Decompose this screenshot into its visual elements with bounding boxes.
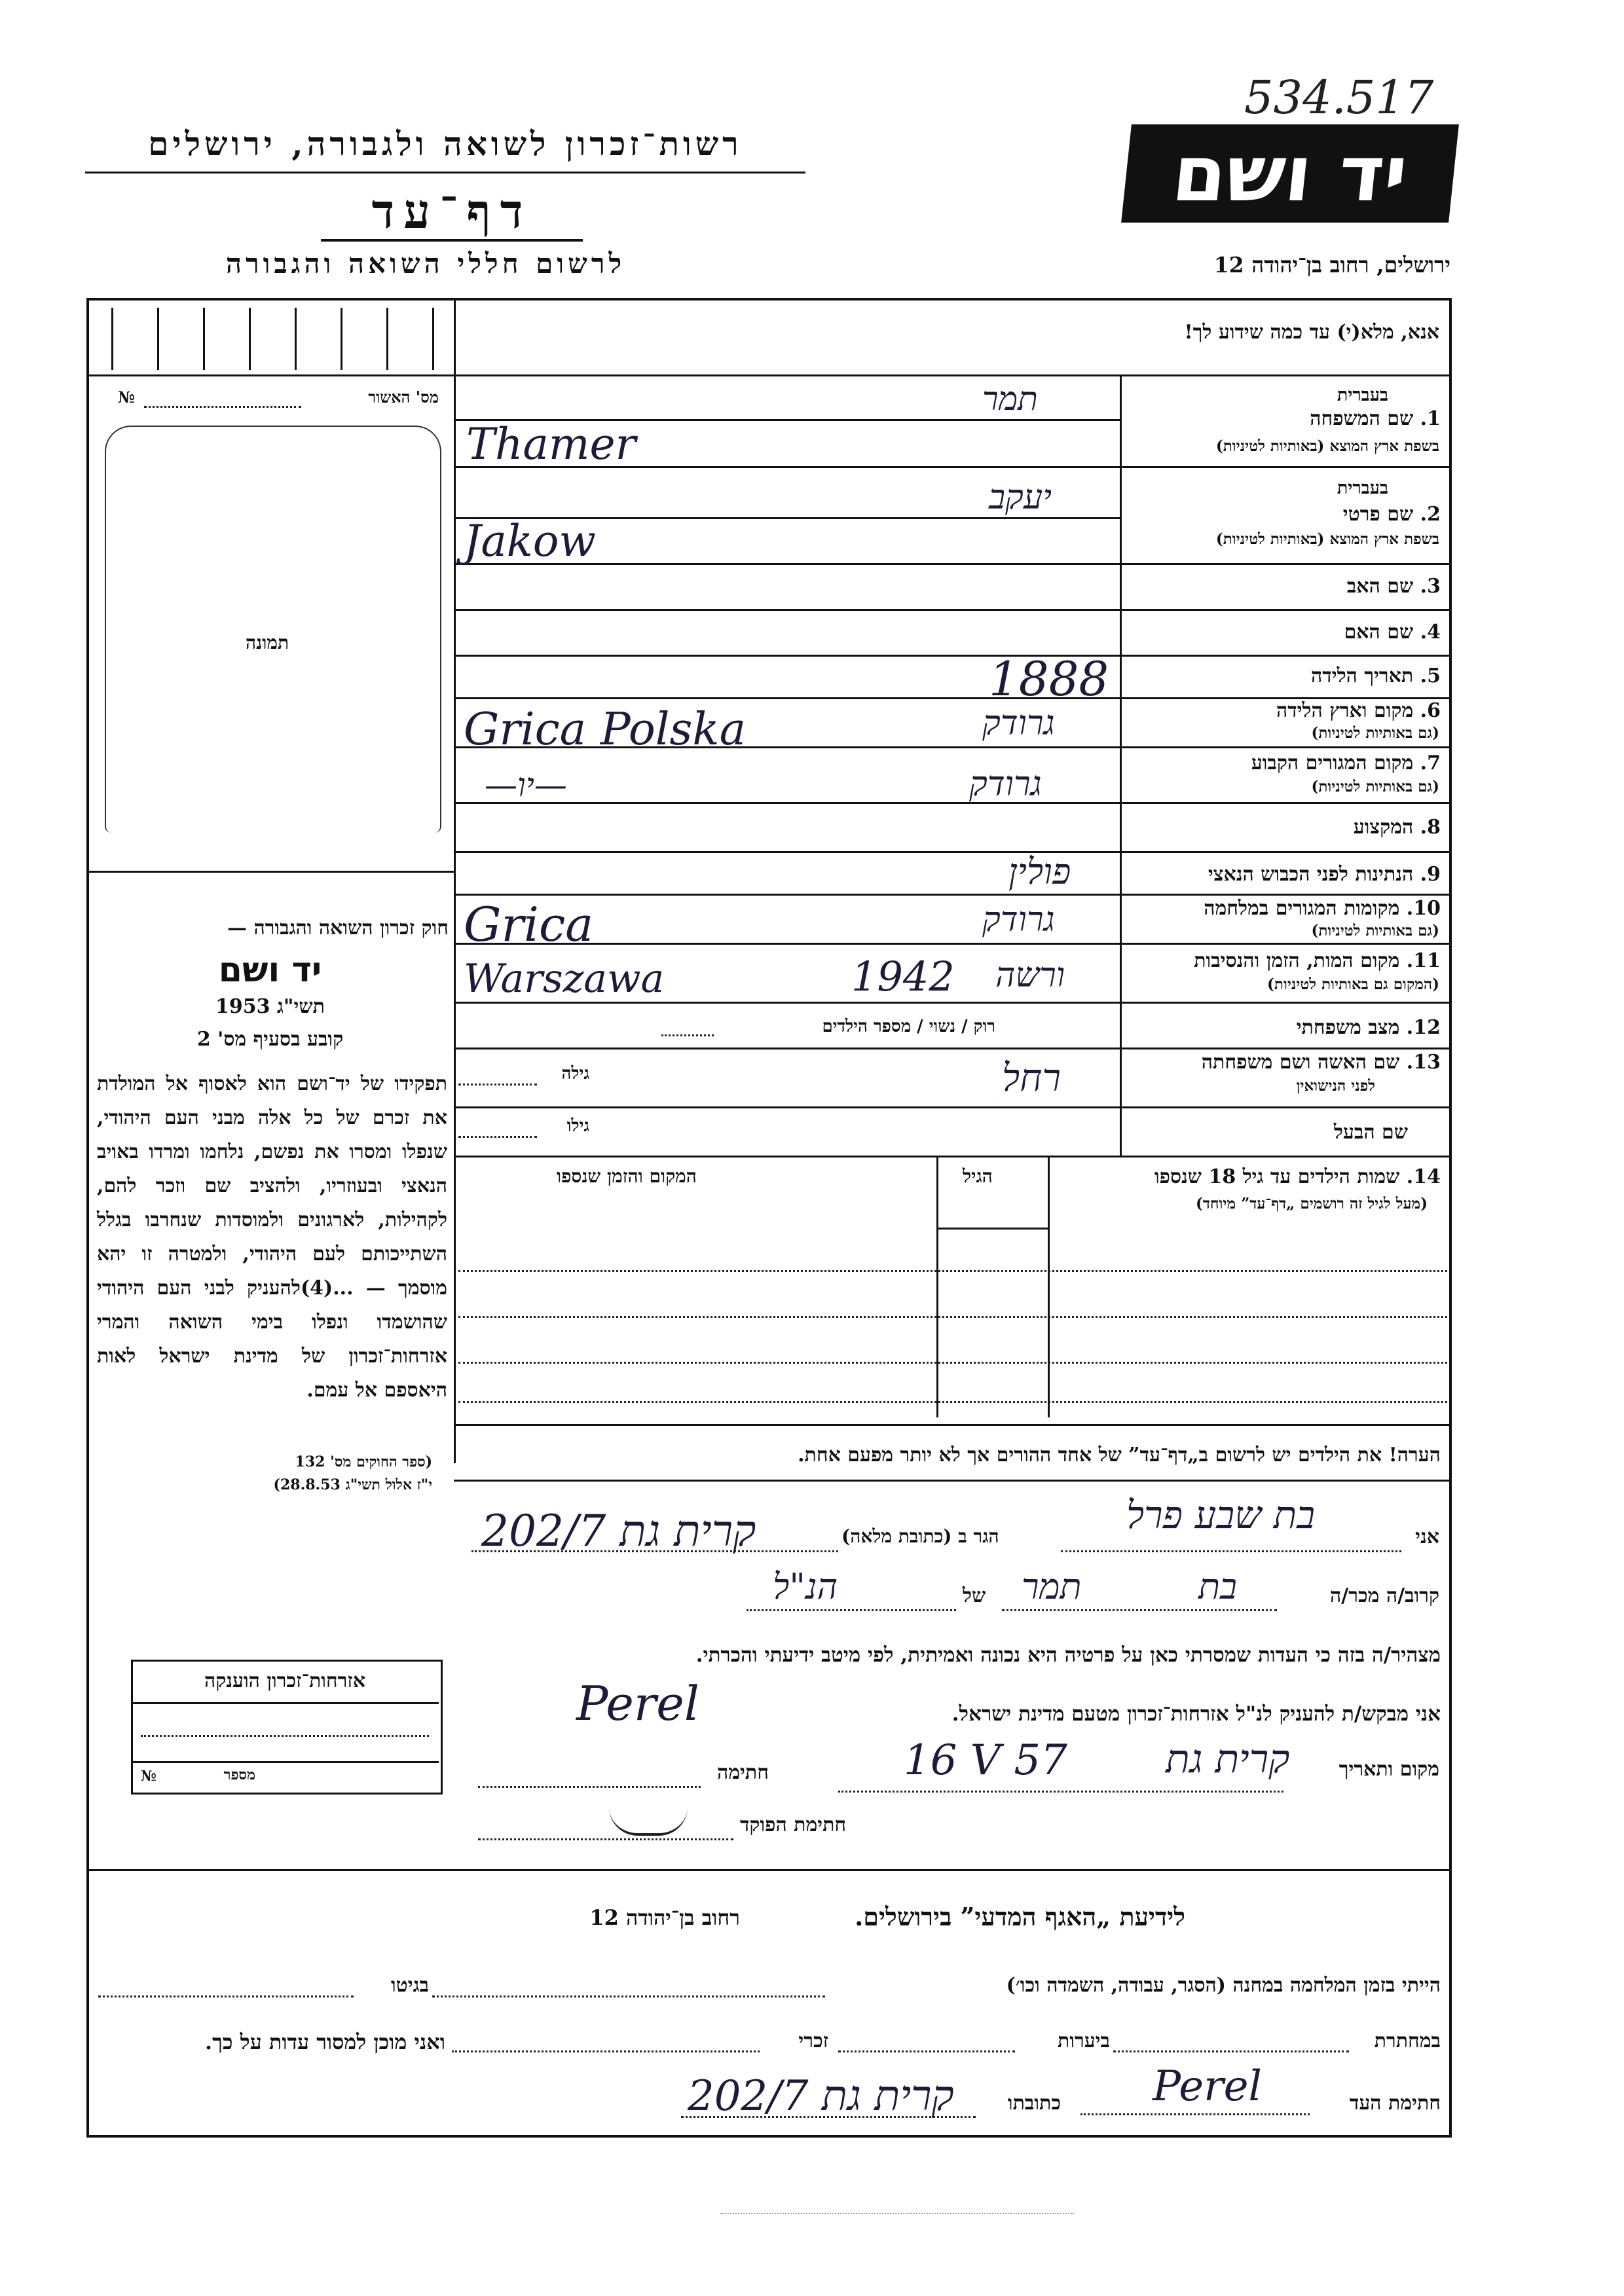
value-line-11 [454, 1002, 1120, 1004]
children-row-2 [458, 1316, 1447, 1318]
bottom-line2-c: זכרי [798, 2030, 828, 2052]
officer-dots [478, 1838, 733, 1840]
hw-relation: בת [1198, 1566, 1237, 1607]
value-line-13 [454, 1106, 1120, 1108]
children-row-1 [458, 1270, 1447, 1272]
bottom-title: לידיעת „האגף המדעי” בירושלים. [855, 1902, 1185, 1931]
law-source-date: י"ז אלול תשי"ג 28.8.53) [273, 1476, 432, 1493]
approval-label: מס' האשור [368, 388, 439, 407]
place-date-dots [838, 1791, 1283, 1793]
field-10-sub2: (גם באותיות לטיניות) [1311, 922, 1439, 939]
bottom-line2-a: במחתרת [1374, 2030, 1441, 2052]
field-13-sub2: לפני הנישואין [1296, 1077, 1375, 1095]
hw-death-place-hebrew: ורשה [995, 956, 1065, 995]
form-title-underline [321, 239, 583, 242]
address-dots [681, 2116, 976, 2118]
field-12-label: 12. מצב משפחתי [1296, 1016, 1441, 1039]
hw-relative-of-name: תמר [1022, 1566, 1082, 1607]
citizenship-number-sign: № [141, 1768, 157, 1785]
form-title: דף־עד [371, 183, 532, 239]
hw-birth-year: 1888 [989, 651, 1109, 706]
field-6-sub2: (גם באותיות לטיניות) [1311, 724, 1439, 742]
label-value-divider [1120, 376, 1122, 1156]
approval-boxes [111, 308, 439, 370]
witness-sig-label: חתימת העד [1349, 2092, 1441, 2115]
form-subtitle: לרשום חללי השואה והגבורה [225, 247, 626, 280]
page-bottom-rule [720, 2213, 1074, 2214]
field-2-label: 2. שם פרטי [1342, 503, 1441, 526]
hw-wife-name: רחל [1002, 1055, 1061, 1100]
hw-witness-name: בת שבע פרל [1126, 1493, 1316, 1537]
children-header-line [936, 1228, 1048, 1230]
field-11-label: 11. מקום המות, הזמן והנסיבות [1194, 949, 1441, 972]
reference-number: 534.517 [1244, 71, 1434, 124]
row-line-4 [1120, 655, 1452, 657]
children-col-divider-1 [1048, 1156, 1050, 1417]
law-year-hebrew: תשי"ג [277, 995, 325, 1018]
law-source: (ספר החוקים מס' 132 [295, 1453, 432, 1470]
law-clause: קובע בסעיף מס' 2 [196, 1028, 344, 1051]
citizenship-number-label: מספר [223, 1766, 255, 1783]
row-line-11 [1120, 1002, 1452, 1004]
intro-bottom-line [454, 374, 1452, 376]
children-note: (מעל לגיל זה רושמים „דף־עד” מיוחד) [1195, 1195, 1428, 1212]
yad-vashem-logo [1121, 124, 1459, 223]
field-7-label: 7. מקום המגורים הקבוע [1251, 752, 1441, 774]
authority-underline [85, 172, 805, 173]
row-line-8 [1120, 851, 1452, 853]
field-1-label: 1. שם המשפחה [1310, 407, 1441, 430]
logo-text: יד ושם [1168, 128, 1412, 219]
children-label: 14. שמות הילדים עד גיל 18 שנספו [1154, 1165, 1441, 1188]
hw-relation-of: הנ"ל [773, 1566, 838, 1607]
forests-dots [838, 2050, 1015, 2052]
photo-label: תמונה [246, 632, 289, 653]
field-1-sub: בעברית [1337, 385, 1388, 405]
hw-bottom-address: 202/7 קרית גת [688, 2072, 954, 2121]
header-address: ירושלים, רחוב בן־יהודה 12 [1213, 252, 1450, 278]
field-7-sub2: (גם באותיות לטיניות) [1311, 778, 1439, 795]
field-2-sub2: בשפת ארץ המוצא (באותיות לטיניות) [1215, 530, 1439, 548]
underground-dots [1113, 2050, 1349, 2052]
wife-age-label: גילה [561, 1064, 589, 1084]
bottom-section-top-line [86, 1869, 1452, 1871]
hw-place: קרית גת [1166, 1736, 1290, 1782]
row-line-14 [454, 1156, 1452, 1157]
bottom-line2-d: ואני מוכן למסור עדות על כך. [204, 2030, 445, 2054]
value-line-9 [454, 894, 1120, 896]
request-text: אני מבקש/ת להעניק לנ"ל אזרחות־זכרון מטעם מדינת ישראל. [951, 1702, 1441, 1726]
children-col-place: המקום והזמן שנספו [557, 1165, 697, 1187]
hw-bottom-signature: Perel [1153, 2062, 1262, 2111]
citizenship-dots-1 [141, 1735, 429, 1737]
hw-witness-signature: Perel [576, 1676, 699, 1731]
declaration-top-line [454, 1480, 1452, 1482]
row-line-9 [1120, 894, 1452, 896]
row-line-6 [1120, 746, 1452, 748]
field-2-sub: בעברית [1337, 478, 1388, 498]
intro-text: אנא, מלא(י) עד כמה שידוע לך! [1184, 321, 1439, 344]
field-11-sub2: (המקום גם באותיות לטיניות) [1267, 975, 1439, 993]
row-line-10 [1120, 943, 1452, 945]
bottom-line1-dots [432, 1995, 825, 1997]
husband-age-label: גילו [566, 1116, 589, 1136]
law-year-row [92, 995, 449, 1018]
field-5-label: 5. תאריך הלידה [1311, 665, 1441, 687]
hw-birthplace-latin: Grica Polska [464, 704, 747, 756]
field-3-label: 3. שם האב [1346, 575, 1441, 598]
witness-address-dots [471, 1550, 838, 1552]
officer-label: חתימת הפוקד [740, 1813, 847, 1836]
field-4-label: 4. שם האם [1344, 621, 1441, 644]
hw-residence-hebrew: גרודק [969, 765, 1042, 804]
row-line-12 [1120, 1048, 1452, 1049]
law-name: יד ושם [218, 951, 322, 990]
signature-label: חתימה [717, 1761, 769, 1784]
hw-firstname-latin: Jakow [464, 516, 597, 566]
hw-surname-hebrew: תמר [982, 380, 1038, 418]
witness-sig-dots [1080, 2113, 1310, 2115]
hw-surname-latin: Thamer [466, 419, 637, 469]
law-text: תפקידו של יד־ושם הוא לאסוף אל המולדת את זכרם של כל אלה מבני העם היהודי, שנפלו ומסרו את נפשם, נלחמו ומרדו באויב הנאצי ובעוזריו, ולהציב שם וזכר להם, לקהילות, לארגונים ולמוסדות שנחרבו בגלל השתייכותם לעם היהודי, ולמטרה זו יהא מוסמך — ...(4)להעניק לבני העם היהודי שהושמדו ונפלו בימי השואה והמרי אזרחות־זכרון של מדינת ישראל לאות היאספם אל עמם. [97, 1072, 447, 1402]
row-line-2 [1120, 563, 1452, 565]
approval-number-sign: № [118, 388, 136, 407]
citizenship-title-line [131, 1702, 439, 1704]
law-title: חוק זכרון השואה והגבורה — [227, 917, 449, 939]
husband-age-dots [458, 1136, 537, 1138]
photo-area [105, 426, 441, 833]
remember-dots [452, 2050, 760, 2052]
field-6-label: 6. מקום וארץ הלידה [1276, 699, 1441, 722]
citizenship-inner-line [131, 1761, 439, 1763]
photo-bottom-line [86, 871, 454, 873]
husband-name-label: שם הבעל [1333, 1121, 1408, 1144]
hw-firstname-hebrew: יעקב [989, 478, 1052, 517]
hw-witness-address: 202/7 קרית גת [481, 1506, 756, 1556]
children-col-age: הגיל [963, 1165, 993, 1187]
bottom-line1: הייתי בזמן המלחמה במחנה (הסגר, עבודה, השמדה וכו׳) [1006, 1974, 1441, 1997]
field-10-label: 10. מקומות המגורים במלחמה [1204, 897, 1441, 920]
children-note-warning: הערה! את הילדים יש לרשום ב„דף־עד” של אחד ההורים אך לא יותר מפעם אחת. [798, 1444, 1441, 1467]
of-label: של [963, 1584, 986, 1607]
witness-name-dots [1061, 1550, 1401, 1552]
hw-wartime-place-hebrew: גרודק [982, 900, 1055, 939]
row-line-7 [1120, 802, 1452, 804]
field-9-label: 9. הנתינות לפני הכבוש הנאצי [1208, 863, 1441, 886]
bottom-line2-b: ביערות [1057, 2030, 1110, 2052]
hw-birthplace-hebrew: גרודק [982, 704, 1055, 743]
hw-residence-latin: —יו— [485, 766, 567, 804]
field-8-label: 8. המקצוע [1353, 816, 1441, 839]
approval-dots [144, 406, 301, 408]
children-row-3 [458, 1362, 1447, 1364]
declaration-i-label: אני [1415, 1525, 1439, 1548]
left-panel-top-line [86, 374, 454, 376]
children-row-4 [458, 1401, 1447, 1403]
ghetto-label: בגיטו [390, 1974, 429, 1997]
declare-text: מצהיר/ה בזה כי העדות שמסרתי כאן על פרטיה היא נכונה ואמיתית, לפי מיטב ידיעתי והכרתי. [695, 1643, 1441, 1667]
children-count-dots [661, 1034, 714, 1036]
wife-age-dots [458, 1084, 537, 1085]
place-date-label: מקום ותאריך [1338, 1758, 1439, 1781]
field-1-sub2: בשפת ארץ המוצא (באותיות לטיניות) [1215, 437, 1439, 455]
law-year: 1953 [215, 995, 270, 1018]
of-dots [747, 1609, 956, 1611]
value-line-3 [454, 609, 1120, 611]
hw-date: 16 V 57 [904, 1736, 1067, 1785]
field-13-label: 13. שם האשה ושם משפחתה [1201, 1051, 1441, 1074]
row-line-13 [1120, 1106, 1452, 1108]
row-line-3 [1120, 609, 1452, 611]
children-col-divider-2 [936, 1156, 938, 1417]
hw-death-place-latin: Warszawa [464, 956, 665, 1002]
value-line-12 [454, 1048, 1120, 1049]
bottom-address: רחוב בן־יהודה 12 [589, 1905, 740, 1930]
citizenship-box-title: אזרחות־זכרון הוענקה [204, 1669, 366, 1692]
hw-death-year: 1942 [851, 953, 955, 1000]
hw-nationality: פולין [1008, 851, 1071, 892]
row-line-1 [1120, 466, 1452, 468]
hw-wartime-place-latin: Grica [464, 897, 594, 952]
signature-dots [478, 1786, 701, 1788]
relative-dots [1002, 1609, 1277, 1611]
authority-title: רשות־זכרון לשואה ולגבורה, ירושלים [148, 124, 743, 163]
resides-label: הגר ב (כתובת מלאה) [841, 1525, 999, 1547]
address-label: כתובתו [1007, 2092, 1061, 2115]
relative-label: קרוב/ה מכר/ה [1330, 1584, 1439, 1607]
ghetto-dots [98, 1995, 354, 1997]
family-status-options: רוק / נשוי / מספר הילדים [822, 1017, 995, 1036]
left-panel-divider [454, 298, 456, 1463]
children-bottom-line [454, 1424, 1452, 1426]
